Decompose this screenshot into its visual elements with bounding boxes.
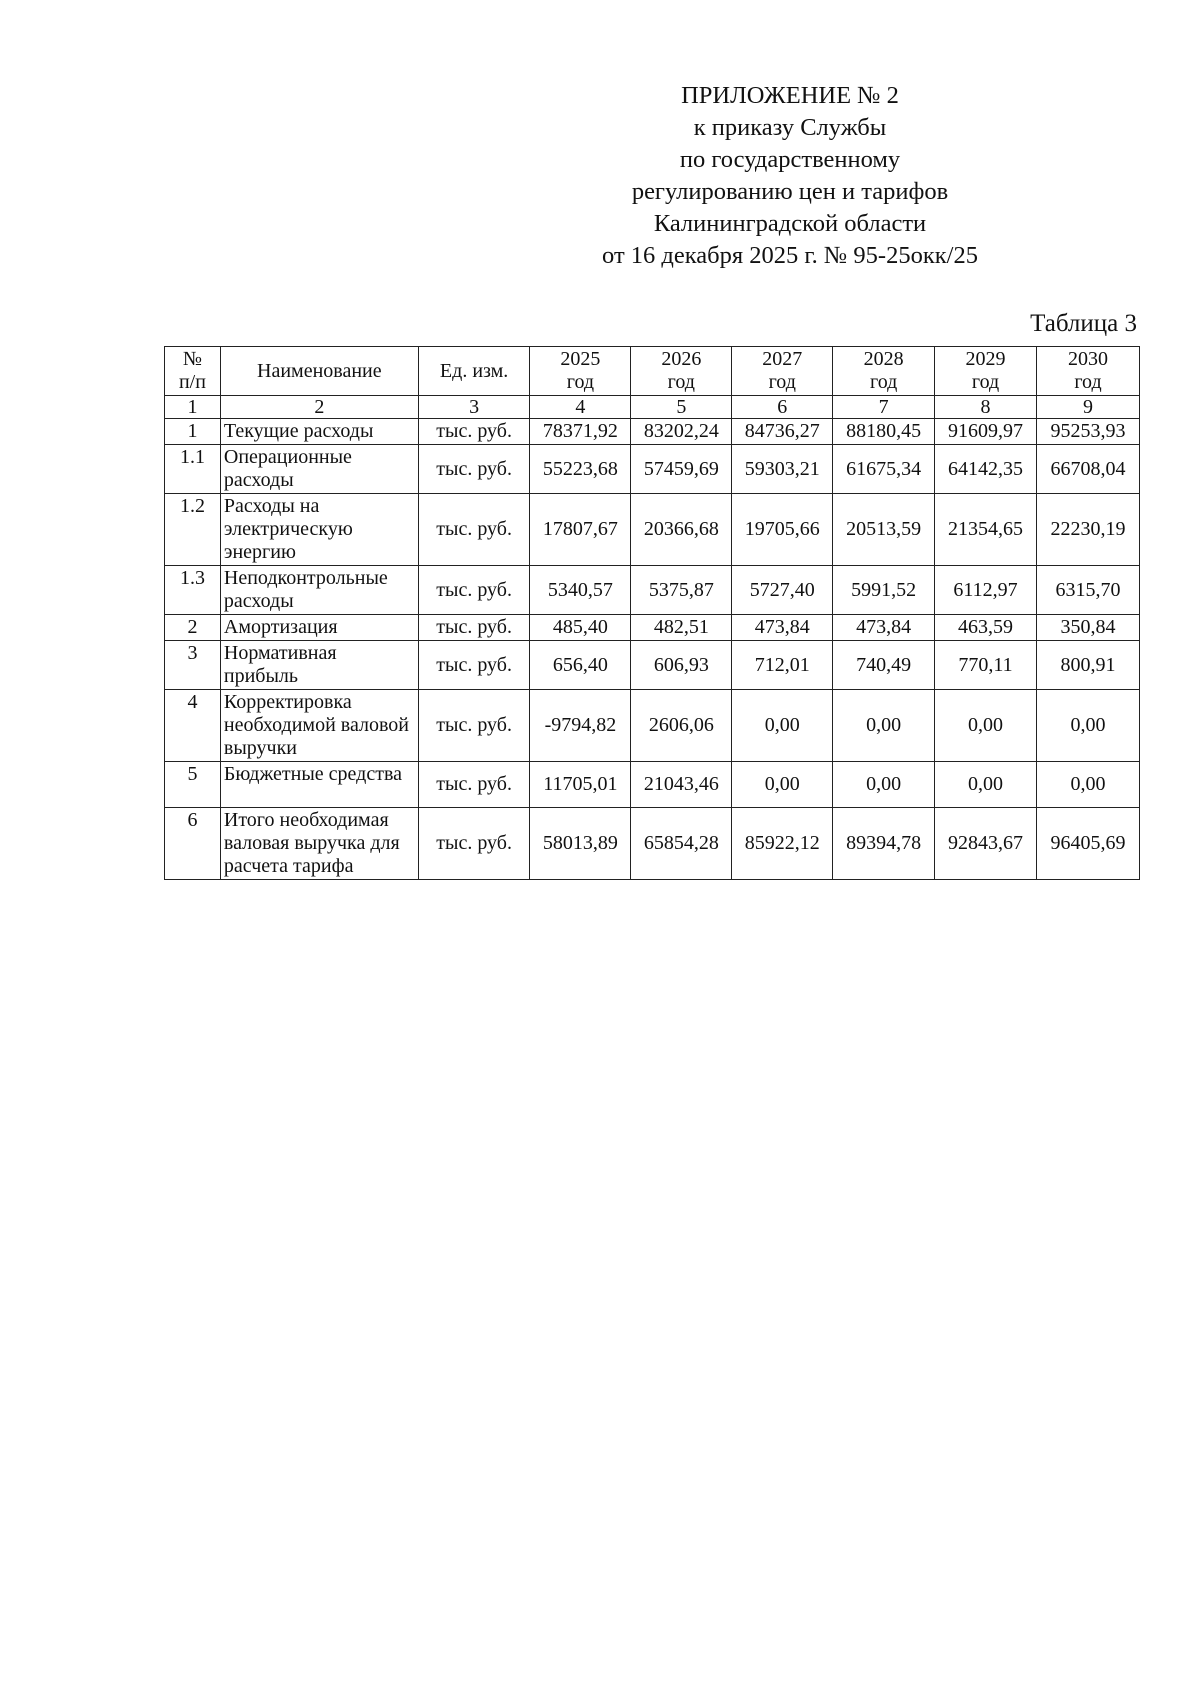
row-value: -9794,82 xyxy=(530,690,631,762)
row-value: 83202,24 xyxy=(631,419,732,445)
row-value: 606,93 xyxy=(631,641,732,690)
row-name: Корректировка необходимой валовой выручки xyxy=(220,690,418,762)
row-value: 11705,01 xyxy=(530,762,631,808)
row-value: 21043,46 xyxy=(631,762,732,808)
row-number: 2 xyxy=(165,615,221,641)
row-value: 712,01 xyxy=(732,641,833,690)
table-row xyxy=(165,762,1140,808)
column-number: 8 xyxy=(935,396,1037,419)
row-value: 66708,04 xyxy=(1037,445,1140,494)
row-value: 6315,70 xyxy=(1037,566,1140,615)
row-value: 463,59 xyxy=(935,615,1037,641)
row-value: 0,00 xyxy=(833,762,935,808)
row-value: 61675,34 xyxy=(833,445,935,494)
row-value: 78371,92 xyxy=(530,419,631,445)
row-value: 6112,97 xyxy=(935,566,1037,615)
row-value: 19705,66 xyxy=(732,494,833,566)
header-line-regulation: регулированию цен и тарифов xyxy=(631,178,949,205)
column-number-row xyxy=(165,396,1140,419)
row-unit: тыс. руб. xyxy=(418,762,530,808)
row-number: 1 xyxy=(165,419,221,445)
row-value: 0,00 xyxy=(935,690,1037,762)
row-number: 3 xyxy=(165,641,221,690)
header-year: 2029 год xyxy=(935,347,1037,396)
table-row xyxy=(165,445,1140,494)
column-number: 5 xyxy=(631,396,732,419)
header-line-region: Калининградской области xyxy=(653,210,927,237)
row-name: Неподконтрольные расходы xyxy=(220,566,418,615)
row-value: 485,40 xyxy=(530,615,631,641)
row-unit: тыс. руб. xyxy=(418,419,530,445)
row-number: 1.1 xyxy=(165,445,221,494)
row-value: 55223,68 xyxy=(530,445,631,494)
row-name: Амортизация xyxy=(220,615,418,641)
row-value: 88180,45 xyxy=(833,419,935,445)
row-value: 96405,69 xyxy=(1037,808,1140,880)
row-value: 17807,67 xyxy=(530,494,631,566)
header-year: 2027 год xyxy=(732,347,833,396)
table-row xyxy=(165,566,1140,615)
table-header-row xyxy=(165,347,1140,396)
row-value: 57459,69 xyxy=(631,445,732,494)
row-value: 0,00 xyxy=(1037,690,1140,762)
row-value: 20366,68 xyxy=(631,494,732,566)
row-value: 59303,21 xyxy=(732,445,833,494)
row-name: Текущие расходы xyxy=(220,419,418,445)
row-number: 1.3 xyxy=(165,566,221,615)
header-num: № п/п xyxy=(165,347,221,396)
row-number: 4 xyxy=(165,690,221,762)
row-value: 95253,93 xyxy=(1037,419,1140,445)
row-number: 1.2 xyxy=(165,494,221,566)
header-unit: Ед. изм. xyxy=(418,347,530,396)
header-line-date: от 16 декабря 2025 г. № 95-25окк/25 xyxy=(602,242,978,269)
column-number: 1 xyxy=(165,396,221,419)
row-value: 800,91 xyxy=(1037,641,1140,690)
row-value: 5991,52 xyxy=(833,566,935,615)
table-row xyxy=(165,419,1140,445)
row-unit: тыс. руб. xyxy=(418,641,530,690)
row-value: 482,51 xyxy=(631,615,732,641)
row-number: 6 xyxy=(165,808,221,880)
table-row xyxy=(165,690,1140,762)
row-value: 2606,06 xyxy=(631,690,732,762)
row-value: 91609,97 xyxy=(935,419,1037,445)
row-value: 58013,89 xyxy=(530,808,631,880)
row-value: 89394,78 xyxy=(833,808,935,880)
column-number: 6 xyxy=(732,396,833,419)
row-number: 5 xyxy=(165,762,221,808)
table-label: Таблица 3 xyxy=(1030,310,1137,337)
tariff-table xyxy=(164,346,1140,880)
column-number: 2 xyxy=(220,396,418,419)
row-value: 473,84 xyxy=(833,615,935,641)
row-name: Расходы на электрическую энергию xyxy=(220,494,418,566)
header-year: 2025 год xyxy=(530,347,631,396)
row-name: Бюджетные средства xyxy=(220,762,418,808)
header-year: 2028 год xyxy=(833,347,935,396)
header-line-order: к приказу Службы xyxy=(693,114,887,141)
row-value: 0,00 xyxy=(833,690,935,762)
row-name: Операционные расходы xyxy=(220,445,418,494)
header-name: Наименование xyxy=(220,347,418,396)
row-value: 350,84 xyxy=(1037,615,1140,641)
column-number: 9 xyxy=(1037,396,1140,419)
row-unit: тыс. руб. xyxy=(418,615,530,641)
row-name: Нормативная прибыль xyxy=(220,641,418,690)
table-row xyxy=(165,808,1140,880)
row-name: Итого необходимая валовая выручка для расчета тарифа xyxy=(220,808,418,880)
row-value: 0,00 xyxy=(732,690,833,762)
row-value: 85922,12 xyxy=(732,808,833,880)
row-unit: тыс. руб. xyxy=(418,566,530,615)
row-value: 64142,35 xyxy=(935,445,1037,494)
table-row xyxy=(165,494,1140,566)
row-value: 22230,19 xyxy=(1037,494,1140,566)
appendix-header xyxy=(530,80,1050,272)
row-value: 740,49 xyxy=(833,641,935,690)
appendix-title: ПРИЛОЖЕНИЕ № 2 xyxy=(681,82,899,109)
row-value: 5727,40 xyxy=(732,566,833,615)
row-value: 770,11 xyxy=(935,641,1037,690)
row-unit: тыс. руб. xyxy=(418,808,530,880)
row-value: 0,00 xyxy=(732,762,833,808)
column-number: 3 xyxy=(418,396,530,419)
row-value: 5375,87 xyxy=(631,566,732,615)
header-year: 2030 год xyxy=(1037,347,1140,396)
row-value: 0,00 xyxy=(935,762,1037,808)
row-value: 21354,65 xyxy=(935,494,1037,566)
row-value: 656,40 xyxy=(530,641,631,690)
row-unit: тыс. руб. xyxy=(418,690,530,762)
row-value: 92843,67 xyxy=(935,808,1037,880)
header-year: 2026 год xyxy=(631,347,732,396)
column-number: 7 xyxy=(833,396,935,419)
column-number: 4 xyxy=(530,396,631,419)
row-value: 20513,59 xyxy=(833,494,935,566)
header-line-service: по государственному xyxy=(679,146,901,173)
row-unit: тыс. руб. xyxy=(418,445,530,494)
row-value: 0,00 xyxy=(1037,762,1140,808)
row-unit: тыс. руб. xyxy=(418,494,530,566)
table-row xyxy=(165,615,1140,641)
row-value: 5340,57 xyxy=(530,566,631,615)
row-value: 65854,28 xyxy=(631,808,732,880)
row-value: 473,84 xyxy=(732,615,833,641)
table-row xyxy=(165,641,1140,690)
row-value: 84736,27 xyxy=(732,419,833,445)
